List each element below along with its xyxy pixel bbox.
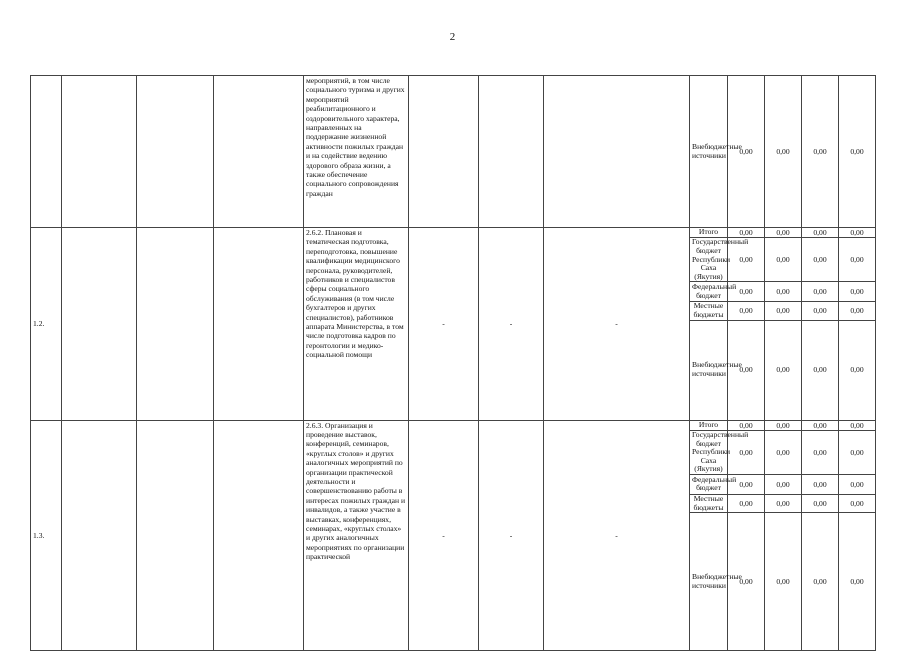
value-cell: 0,00 [802, 238, 839, 282]
value-cell: 0,00 [728, 320, 765, 420]
value-cell: 0,00 [765, 494, 802, 512]
value-cell: 0,00 [765, 320, 802, 420]
value-cell: 0,00 [728, 494, 765, 512]
value-cell: 0,00 [728, 302, 765, 320]
source-federal: Федеральный бюджет [690, 282, 728, 302]
empty-cell [214, 76, 304, 228]
value-cell: 0,00 [728, 238, 765, 282]
value-cell: 0,00 [765, 513, 802, 651]
empty-cell [137, 76, 214, 228]
value-cell: 0,00 [802, 228, 839, 238]
value-cell: 0,00 [802, 474, 839, 494]
value-cell: 0,00 [765, 282, 802, 302]
value-cell: 0,00 [765, 76, 802, 228]
dash-cell: - [479, 228, 544, 421]
value-cell: 0,00 [802, 282, 839, 302]
value-cell: 0,00 [765, 228, 802, 238]
empty-cell [62, 420, 137, 651]
value-cell: 0,00 [728, 513, 765, 651]
table-row [31, 420, 876, 430]
value-cell: 0,00 [839, 282, 876, 302]
source-extra: Внебюджетные источники [690, 320, 728, 420]
value-cell: 0,00 [765, 238, 802, 282]
activity-description-text: 2.6.2. Плановая и тематическая подготовка, переподготовка, повышение квалификации медицинского персонала, руководителей, работников и специалистов сферы социального обслуживания (в том числе бухгалтеров и других специалистов), работников аппарата Министерства, в том числе подготовка кадров по геронтологии и медико-социальной помощи [306, 228, 404, 360]
table-row [31, 228, 876, 238]
value-cell: 0,00 [765, 430, 802, 474]
value-cell: 0,00 [839, 238, 876, 282]
empty-cell [214, 420, 304, 651]
activity-description [304, 420, 409, 651]
empty-cell [544, 76, 690, 228]
value-cell: 0,00 [728, 228, 765, 238]
value-cell: 0,00 [839, 76, 876, 228]
value-cell: 0,00 [802, 320, 839, 420]
value-cell: 0,00 [765, 420, 802, 430]
value-cell: 0,00 [728, 430, 765, 474]
value-cell: 0,00 [839, 320, 876, 420]
program-table [30, 75, 876, 651]
dash-cell: - [409, 228, 479, 421]
row-number: 1.2. [31, 228, 62, 421]
value-cell: 0,00 [839, 228, 876, 238]
empty-cell [137, 228, 214, 421]
value-cell: 0,00 [839, 474, 876, 494]
value-cell: 0,00 [839, 420, 876, 430]
dash-cell: - [544, 420, 690, 651]
table-row [31, 76, 876, 228]
empty-cell [214, 228, 304, 421]
source-federal: Федеральный бюджет [690, 474, 728, 494]
dash-cell: - [544, 228, 690, 421]
value-cell: 0,00 [839, 430, 876, 474]
value-cell: 0,00 [839, 494, 876, 512]
value-cell: 0,00 [728, 474, 765, 494]
source-extra: Внебюджетные источники [690, 513, 728, 651]
empty-cell [137, 420, 214, 651]
source-local: Местные бюджеты [690, 302, 728, 320]
value-cell: 0,00 [802, 420, 839, 430]
value-cell: 0,00 [728, 76, 765, 228]
activity-description [304, 76, 409, 228]
empty-cell [62, 228, 137, 421]
value-cell: 0,00 [802, 76, 839, 228]
value-cell: 0,00 [802, 430, 839, 474]
activity-description-text: 2.6.3. Организация и проведение выставок, конференций, семинаров, «круглых столов» и других аналогичных мероприятий по организации практической деятельности и совершенствованию работы в интересах пожилых граждан и инвалидов, а также участие в выставках, конференциях, семинарах, «круглых столах» и других аналогичных мероприятиях по организации практической [306, 420, 406, 562]
row-number [31, 76, 62, 228]
value-cell: 0,00 [728, 420, 765, 430]
page-number: 2 [449, 31, 456, 43]
value-cell: 0,00 [802, 494, 839, 512]
value-cell: 0,00 [765, 302, 802, 320]
value-cell: 0,00 [802, 302, 839, 320]
source-extra: Внебюджетные источники [690, 76, 728, 228]
empty-cell [409, 76, 479, 228]
activity-description-text: мероприятий, в том числе социального туризма и других мероприятий реабилитационного и оздоровительного характера, направленных на поддержание жизненной активности пожилых граждан и на содействие ведению здорового образа жизни, а также обеспечение социального сопровождения граждан [306, 76, 405, 198]
activity-description [304, 228, 409, 421]
value-cell: 0,00 [839, 513, 876, 651]
source-local: Местные бюджеты [690, 494, 728, 512]
value-cell: 0,00 [728, 282, 765, 302]
source-total: Итого [690, 420, 728, 430]
empty-cell [62, 76, 137, 228]
value-cell: 0,00 [802, 513, 839, 651]
source-republic: Государственный бюджет Республики Саха (Якутия) [690, 430, 728, 474]
source-total: Итого [690, 228, 728, 238]
dash-cell: - [409, 420, 479, 651]
dash-cell: - [479, 420, 544, 651]
source-republic: Государственный бюджет Республики Саха (Якутия) [690, 238, 728, 282]
row-number: 1.3. [31, 420, 62, 651]
empty-cell [479, 76, 544, 228]
value-cell: 0,00 [765, 474, 802, 494]
value-cell: 0,00 [839, 302, 876, 320]
